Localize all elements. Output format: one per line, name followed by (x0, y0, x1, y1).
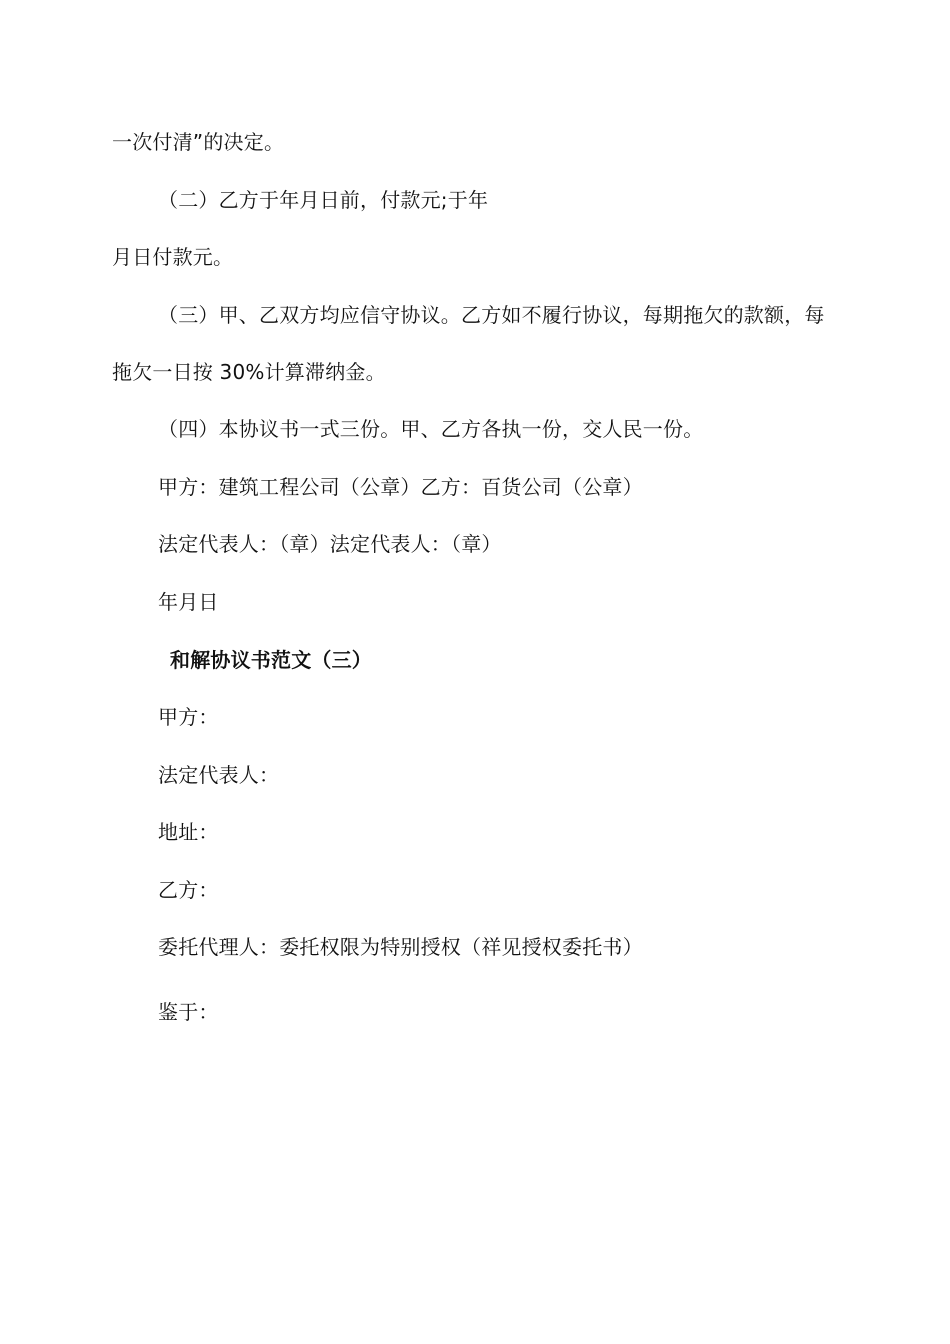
legal-representative-label: 法定代表人： (158, 763, 280, 787)
clause-four: （四）本协议书一式三份。甲、乙方各执一份，交人民一份。 (158, 417, 704, 441)
authorized-agent-line: 委托代理人：委托权限为特别授权（祥见授权委托书） (158, 935, 643, 959)
clause-three: （三）甲、乙双方均应信守协议。乙方如不履行协议，每期拖欠的款额，每 (158, 303, 825, 327)
paragraph-continuation: 一次付清”的决定。 (112, 130, 285, 154)
party-b-label: 乙方： (158, 878, 219, 902)
whereas-label: 鉴于： (158, 1000, 219, 1024)
section-heading: 和解协议书范文（三） (170, 648, 372, 672)
address-label: 地址： (158, 820, 219, 844)
clause-two-continuation: 月日付款元。 (112, 245, 234, 269)
party-signatures: 甲方：建筑工程公司（公章）乙方：百货公司（公章） (158, 475, 643, 499)
clause-three-continuation: 拖欠一日按 30%计算滞纳金。 (112, 360, 386, 384)
legal-representatives: 法定代表人：（章）法定代表人：（章） (158, 532, 502, 556)
clause-two: （二）乙方于年月日前，付款元;于年 (158, 188, 489, 212)
party-a-label: 甲方： (158, 705, 219, 729)
date-line: 年月日 (158, 590, 219, 614)
